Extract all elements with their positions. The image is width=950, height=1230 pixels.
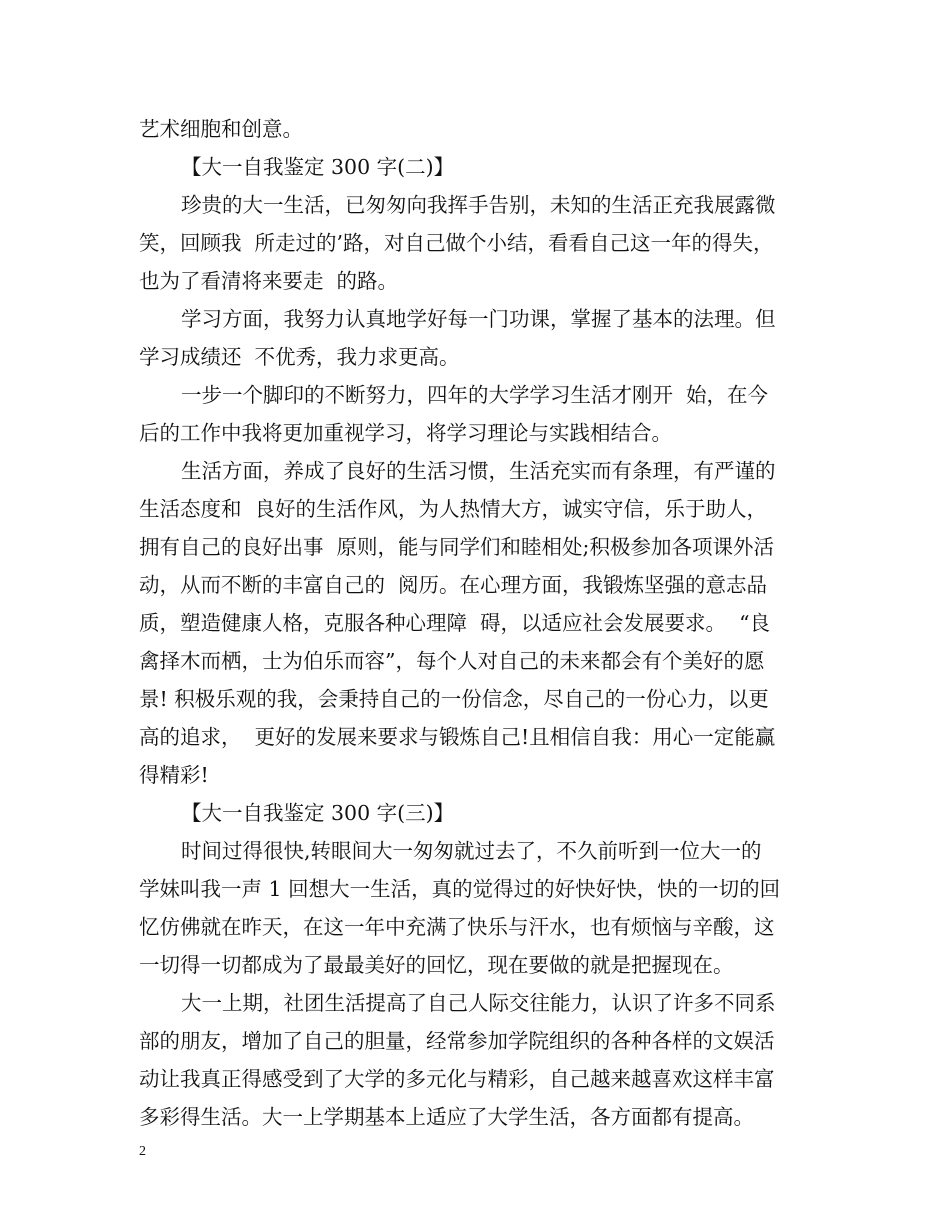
text-line: 后的工作中我将更加重视学习，将学习理论与实践相结合。 <box>139 421 672 445</box>
section-heading: 【大一自我鉴定 300 字(三)】 <box>181 801 455 825</box>
text-line: 学习方面，我努力认真地学好每一门功课，掌握了基本的法理。但 <box>181 307 776 331</box>
text-line: 一切得一切都成为了最最美好的回忆，现在要做的就是把握现在。 <box>139 953 734 977</box>
text-line: 得精彩! <box>139 763 209 787</box>
text-line: 忆仿佛就在昨天，在这一年中充满了快乐与汗水，也有烦恼与辛酸，这 <box>139 915 775 939</box>
text-line: 动让我真正得感受到了大学的多元化与精彩，自己越来越喜欢这样丰富 <box>139 1067 775 1091</box>
text-line: 高的追求， 更好的发展来要求与锻炼自己!且相信自我：用心一定能赢 <box>139 725 776 749</box>
text-line: 生活态度和 良好的生活作风，为人热情大方，诚实守信，乐于助人， <box>139 497 768 521</box>
text-line: 部的朋友，增加了自己的胆量，经常参加学院组织的各种各样的文娱活 <box>139 1029 775 1053</box>
text-line: 学妹叫我一声 1 回想大一生活，真的觉得过的好快好快，快的一切的回 <box>139 877 781 901</box>
text-line: 时间过得很快,转眼间大一匆匆就过去了，不久前听到一位大一的 <box>181 839 762 863</box>
text-line: 景! 积极乐观的我，会秉持自己的一份信念，尽自己的一份心力，以更 <box>139 687 769 711</box>
text-line: 一步一个脚印的不断努力，四年的大学学习生活才刚开 始，在今 <box>181 383 769 407</box>
section-heading: 【大一自我鉴定 300 字(二)】 <box>181 155 455 179</box>
text-line: 禽择木而栖，士为伯乐而容”，每个人对自己的未来都会有个美好的愿 <box>139 649 765 673</box>
page-number: 2 <box>139 1144 146 1159</box>
text-line: 生活方面，养成了良好的生活习惯，生活充实而有条理，有严谨的 <box>181 459 776 483</box>
text-line: 多彩得生活。大一上学期基本上适应了大学生活，各方面都有提高。 <box>139 1105 754 1129</box>
text-line: 动，从而不断的丰富自己的 阅历。在心理方面，我锻炼坚强的意志品 <box>139 573 768 597</box>
text-line: 珍贵的大一生活，已匆匆向我挥手告别，未知的生活正充我展露微 <box>181 193 776 217</box>
text-line: 质，塑造健康人格，克服各种心理障 碍，以适应社会发展要求。 “良 <box>139 611 771 635</box>
text-line: 也为了看清将来要走 的路。 <box>139 269 399 293</box>
document-body <box>139 110 815 1136</box>
text-line: 学习成绩还 不优秀，我力求更高。 <box>139 345 460 369</box>
text-line: 拥有自己的良好出事 原则，能与同学们和睦相处;积极参加各项课外活 <box>139 535 774 559</box>
text-line: 艺术细胞和创意。 <box>139 117 303 141</box>
text-line: 大一上期，社团生活提高了自己人际交往能力，认识了许多不同系 <box>181 991 776 1015</box>
text-line: 笑，回顾我 所走过的’路，对自己做个小结，看看自己这一年的得失， <box>139 231 774 255</box>
